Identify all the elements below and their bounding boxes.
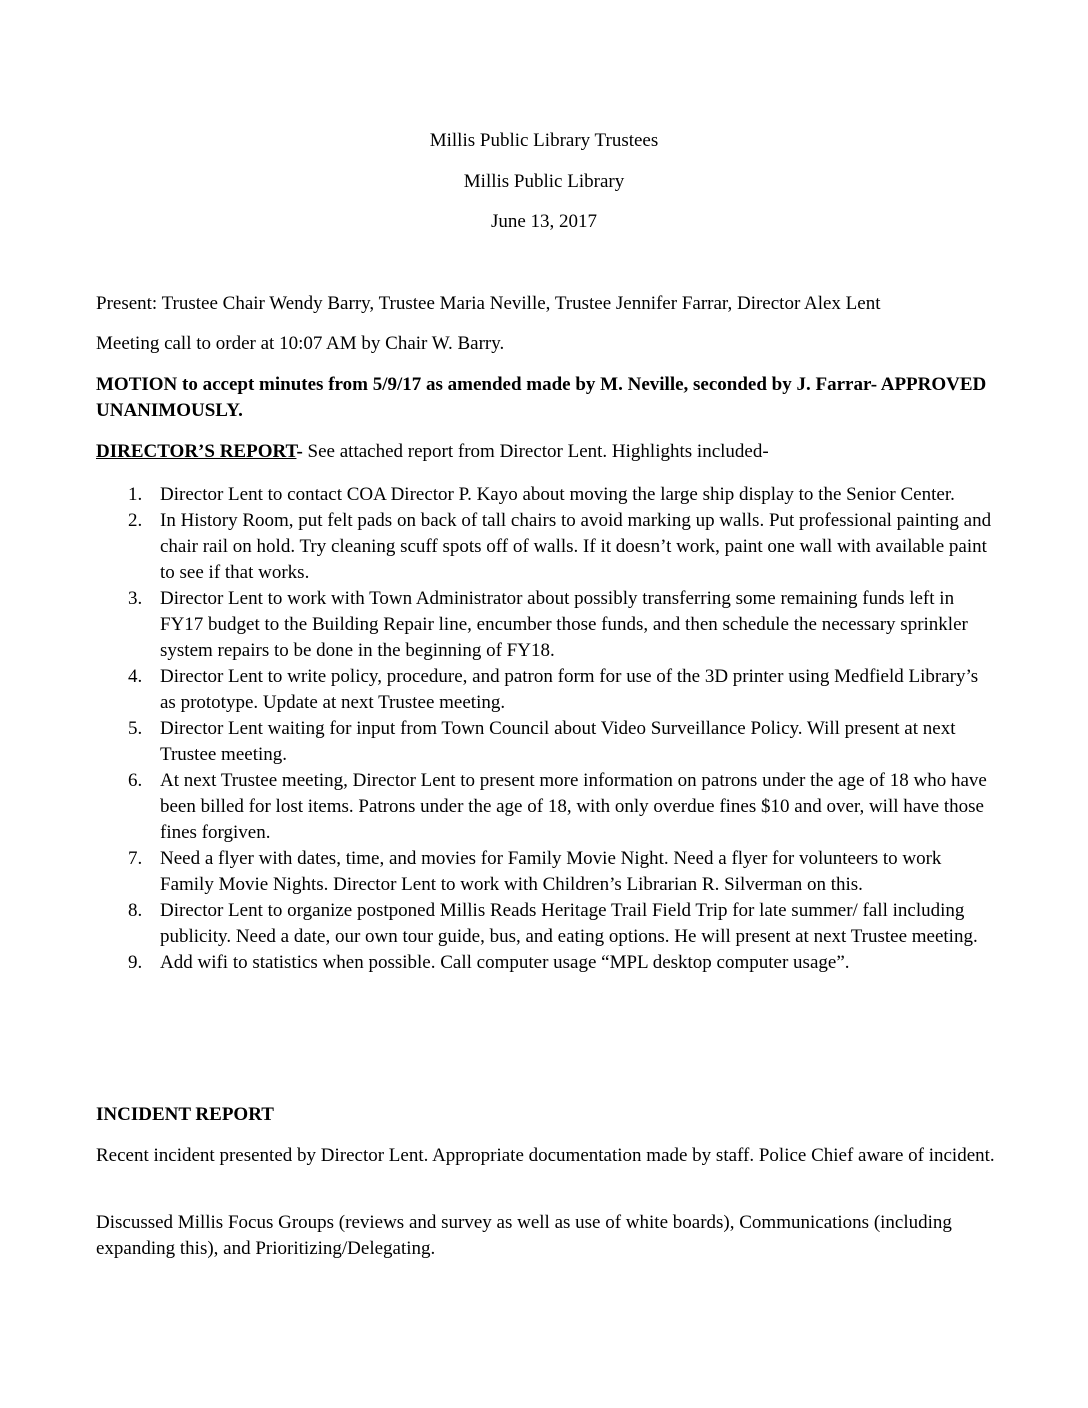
call-to-order-paragraph: Meeting call to order at 10:07 AM by Chair W. Barry. (96, 333, 505, 354)
list-item (96, 768, 996, 846)
list-item-number: 8. (128, 900, 143, 921)
incident-report-heading: INCIDENT REPORT (96, 1104, 274, 1125)
list-item-text: Add wifi to statistics when possible. Call computer usage “MPL desktop computer usage”. (160, 952, 850, 973)
list-item-number: 5. (128, 718, 143, 739)
list-item-text: Director Lent to write policy, procedure, and patron form for use of the 3D printer using Medfield Library’s as prototype. Update at next Trustee meeting. (160, 666, 979, 713)
motion-paragraph: MOTION to accept minutes from 5/9/17 as amended made by M. Neville, seconded by J. Farrar- APPROVED UNANIMOUSLY. (96, 374, 987, 421)
list-item-text: Director Lent waiting for input from Town Council about Video Surveillance Policy. Will present at next Trustee meeting. (160, 718, 956, 765)
directors-report-dash: - (296, 441, 303, 462)
directors-report-heading: DIRECTOR’S REPORT (96, 441, 297, 462)
list-item (96, 898, 996, 950)
highlights-list (96, 482, 996, 976)
incident-report-paragraph: Recent incident presented by Director Lent. Appropriate documentation made by staff. Police Chief aware of incident. (96, 1145, 995, 1166)
discussion-paragraph: Discussed Millis Focus Groups (reviews and survey as well as use of white boards), Communications (including expanding this), and Prioritizing/Delegating. (96, 1212, 952, 1259)
list-item (96, 846, 996, 898)
list-item (96, 950, 996, 976)
list-item-number: 4. (128, 666, 143, 687)
list-item-number: 6. (128, 770, 143, 791)
directors-report-intro (96, 439, 996, 465)
list-item (96, 664, 996, 716)
list-item (96, 586, 996, 664)
attendance-paragraph: Present: Trustee Chair Wendy Barry, Trustee Maria Neville, Trustee Jennifer Farrar, Director Alex Lent (96, 293, 881, 314)
board-title: Millis Public Library Trustees (429, 130, 659, 151)
list-item-text: Need a flyer with dates, time, and movies for Family Movie Night. Need a flyer for volunteers to work Family Movie Nights. Director Lent to work with Children’s Librarian R. Silverman on this. (160, 848, 942, 895)
list-item-text: At next Trustee meeting, Director Lent to present more information on patrons under the age of 18 who have been billed for lost items. Patrons under the age of 18, with only overdue fines $10 and over, will have those fines forgiven. (160, 770, 987, 843)
list-item-number: 1. (128, 484, 143, 505)
list-item-number: 9. (128, 952, 143, 973)
list-item (96, 508, 996, 586)
list-item-number: 3. (128, 588, 143, 609)
list-item-text: In History Room, put felt pads on back of tall chairs to avoid marking up walls. Put professional painting and chair rail on hold. Try cleaning scuff spots off of walls. If it doesn’t work, paint one wall with available paint to see if that works. (160, 510, 992, 583)
library-name: Millis Public Library (463, 171, 625, 192)
list-item-number: 2. (128, 510, 143, 531)
meeting-date: June 13, 2017 (490, 211, 598, 232)
list-item (96, 482, 996, 508)
list-item (96, 716, 996, 768)
list-item-text: Director Lent to organize postponed Millis Reads Heritage Trail Field Trip for late summer/ fall including publicity. Need a date, our own tour guide, bus, and eating options. He will present at next Trustee meeting. (160, 900, 978, 947)
list-item-text: Director Lent to work with Town Administrator about possibly transferring some remaining funds left in FY17 budget to the Building Repair line, encumber those funds, and then schedule the necessary sprinkler system repairs to be done in the beginning of FY18. (160, 588, 968, 661)
list-item-number: 7. (128, 848, 143, 869)
directors-report-intro-text: See attached report from Director Lent. Highlights included- (302, 441, 769, 462)
list-item-text: Director Lent to contact COA Director P. Kayo about moving the large ship display to the Senior Center. (160, 484, 955, 505)
